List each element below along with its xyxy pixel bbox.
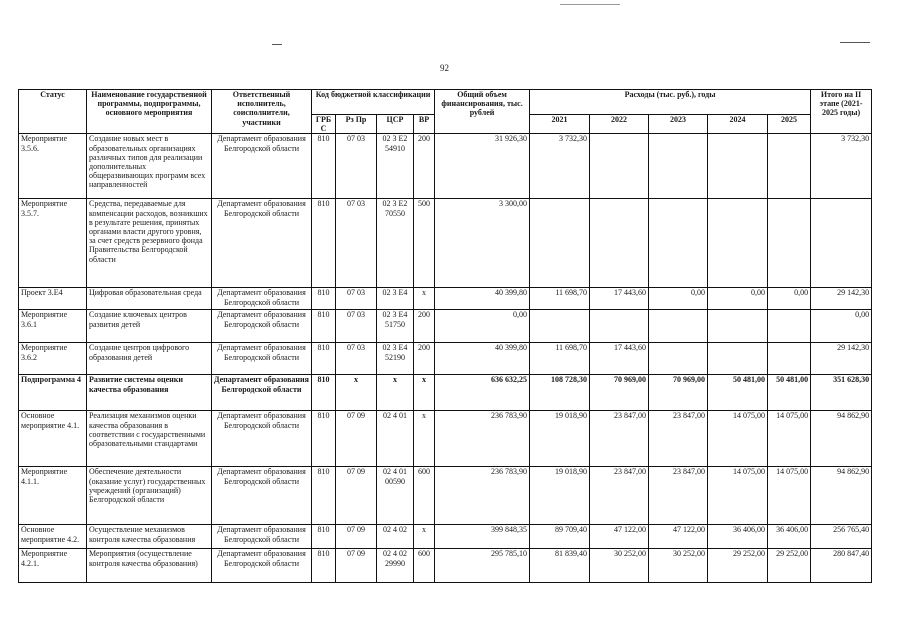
row-y2024: 36 406,00 (708, 525, 768, 549)
row-rz-pr: 07 09 (336, 467, 377, 525)
table-row (19, 134, 872, 199)
row-y2023: 0,00 (649, 288, 708, 310)
row-vr: х (414, 411, 435, 467)
row-y2023: 23 847,00 (649, 467, 708, 525)
row-grbs: 810 (312, 375, 336, 411)
row-y2021: 19 018,90 (530, 411, 590, 467)
row-executor: Департамент образования Белгородской области (212, 375, 312, 411)
table-row (19, 199, 872, 288)
row-total: 236 783,90 (435, 411, 530, 467)
row-rz-pr: 07 03 (336, 134, 377, 199)
row-csr: 02 3 E2 54910 (377, 134, 414, 199)
row-status: Основное мероприятие 4.1. (19, 411, 87, 467)
row-y2024: 0,00 (708, 288, 768, 310)
row-y2023: 30 252,00 (649, 549, 708, 583)
row-y2022: 17 443,60 (590, 343, 649, 375)
row-y2025: 36 406,00 (768, 525, 811, 549)
header-vr: ВР (414, 115, 435, 134)
row-y2024 (708, 134, 768, 199)
row-status: Основное мероприятие 4.2. (19, 525, 87, 549)
header-year: 2024 (708, 115, 768, 134)
row-vr: х (414, 288, 435, 310)
row-vr: х (414, 375, 435, 411)
row-y2022: 23 847,00 (590, 467, 649, 525)
header-rz-pr: Рз Пр (336, 115, 377, 134)
row-y2024: 14 075,00 (708, 467, 768, 525)
row-grbs: 810 (312, 411, 336, 467)
row-stage-total: 351 628,30 (811, 375, 872, 411)
row-name: Создание ключевых центров развития детей (87, 310, 212, 343)
row-y2021: 3 732,30 (530, 134, 590, 199)
header-expenses: Расходы (тыс. руб.), годы (530, 90, 811, 115)
row-name: Реализация механизмов оценки качества образования в соответствии с государственными образовательными стандартами (87, 411, 212, 467)
row-status: Мероприятие 3.6.1 (19, 310, 87, 343)
row-executor: Департамент образования Белгородской области (212, 343, 312, 375)
row-y2024: 29 252,00 (708, 549, 768, 583)
row-name: Обеспечение деятельности (оказание услуг) государственных учреждений (организаций) Белгородской области (87, 467, 212, 525)
row-status: Мероприятие 3.5.7. (19, 199, 87, 288)
row-stage-total (811, 199, 872, 288)
row-rz-pr: 07 09 (336, 525, 377, 549)
row-rz-pr: 07 09 (336, 411, 377, 467)
row-grbs: 810 (312, 310, 336, 343)
row-stage-total: 0,00 (811, 310, 872, 343)
row-y2023 (649, 343, 708, 375)
row-name: Осуществление механизмов контроля качества образования (87, 525, 212, 549)
row-csr: 02 3 E4 52190 (377, 343, 414, 375)
row-y2022 (590, 134, 649, 199)
table-row (19, 288, 872, 310)
scan-artifact-line (840, 42, 870, 43)
table-row (19, 525, 872, 549)
row-status: Мероприятие 3.6.2 (19, 343, 87, 375)
table-row (19, 411, 872, 467)
row-grbs: 810 (312, 199, 336, 288)
row-stage-total: 3 732,30 (811, 134, 872, 199)
row-y2024 (708, 343, 768, 375)
row-y2023 (649, 199, 708, 288)
row-stage-total: 280 847,40 (811, 549, 872, 583)
row-rz-pr: 07 03 (336, 310, 377, 343)
row-y2023 (649, 310, 708, 343)
row-y2024: 14 075,00 (708, 411, 768, 467)
row-y2025: 0,00 (768, 288, 811, 310)
row-rz-pr: 07 03 (336, 288, 377, 310)
row-rz-pr: 07 09 (336, 549, 377, 583)
row-y2021: 81 839,40 (530, 549, 590, 583)
row-name: Мероприятия (осуществление контроля качества образования) (87, 549, 212, 583)
row-vr: х (414, 525, 435, 549)
header-stage-total: Итого на II этапе (2021-2025 годы) (811, 90, 872, 134)
row-total: 0,00 (435, 310, 530, 343)
row-stage-total: 94 862,90 (811, 467, 872, 525)
row-executor: Департамент образования Белгородской области (212, 549, 312, 583)
row-executor: Департамент образования Белгородской области (212, 310, 312, 343)
row-total: 3 300,00 (435, 199, 530, 288)
scan-artifact-line (560, 4, 620, 5)
table-row (19, 375, 872, 411)
row-y2025: 50 481,00 (768, 375, 811, 411)
row-y2025: 14 075,00 (768, 411, 811, 467)
row-y2022: 17 443,60 (590, 288, 649, 310)
row-vr: 500 (414, 199, 435, 288)
row-csr: х (377, 375, 414, 411)
row-grbs: 810 (312, 343, 336, 375)
header-grbs: ГРБС (312, 115, 336, 134)
table-row (19, 467, 872, 525)
row-executor: Департамент образования Белгородской области (212, 199, 312, 288)
row-y2022: 23 847,00 (590, 411, 649, 467)
row-vr: 600 (414, 549, 435, 583)
row-stage-total: 256 765,40 (811, 525, 872, 549)
header-total-funding: Общий объем финансирования, тыс. рублей (435, 90, 530, 134)
row-rz-pr: х (336, 375, 377, 411)
row-vr: 200 (414, 343, 435, 375)
table-body (19, 134, 872, 583)
row-csr: 02 4 01 (377, 411, 414, 467)
row-vr: 200 (414, 134, 435, 199)
row-csr: 02 4 02 29990 (377, 549, 414, 583)
row-stage-total: 29 142,30 (811, 288, 872, 310)
row-y2022: 70 969,00 (590, 375, 649, 411)
row-name: Создание центров цифрового образования детей (87, 343, 212, 375)
row-csr: 02 3 E4 (377, 288, 414, 310)
row-y2022: 30 252,00 (590, 549, 649, 583)
row-total: 40 399,80 (435, 343, 530, 375)
row-y2025 (768, 343, 811, 375)
row-csr: 02 3 E2 70550 (377, 199, 414, 288)
header-status: Статус (19, 90, 87, 134)
row-total: 31 926,30 (435, 134, 530, 199)
row-csr: 02 4 01 00590 (377, 467, 414, 525)
row-executor: Департамент образования Белгородской области (212, 525, 312, 549)
row-total: 399 848,35 (435, 525, 530, 549)
row-y2021: 89 709,40 (530, 525, 590, 549)
row-y2023: 70 969,00 (649, 375, 708, 411)
row-rz-pr: 07 03 (336, 343, 377, 375)
row-vr: 600 (414, 467, 435, 525)
row-y2021 (530, 310, 590, 343)
row-grbs: 810 (312, 549, 336, 583)
row-status: Мероприятие 3.5.6. (19, 134, 87, 199)
row-y2025: 29 252,00 (768, 549, 811, 583)
header-year: 2025 (768, 115, 811, 134)
row-csr: 02 4 02 (377, 525, 414, 549)
header-year: 2022 (590, 115, 649, 134)
row-y2023: 47 122,00 (649, 525, 708, 549)
row-y2022: 47 122,00 (590, 525, 649, 549)
row-executor: Департамент образования Белгородской области (212, 467, 312, 525)
row-y2022 (590, 310, 649, 343)
row-y2023 (649, 134, 708, 199)
row-status: Мероприятие 4.1.1. (19, 467, 87, 525)
row-name: Создание новых мест в образовательных организациях различных типов для реализации дополнительных общеразвивающих программ всех направленностей (87, 134, 212, 199)
row-csr: 02 3 E4 51750 (377, 310, 414, 343)
header-year: 2021 (530, 115, 590, 134)
row-y2021: 11 698,70 (530, 288, 590, 310)
row-y2021 (530, 199, 590, 288)
row-name: Средства, передаваемые для компенсации расходов, возникших в результате решения, принятых органами власти другого уровня, за счет средств резервного фонда Правительства Белгородской области (87, 199, 212, 288)
scan-artifact-line (272, 44, 282, 45)
row-total: 295 785,10 (435, 549, 530, 583)
row-y2024 (708, 199, 768, 288)
row-y2025 (768, 134, 811, 199)
row-vr: 200 (414, 310, 435, 343)
row-status: Подпрограмма 4 (19, 375, 87, 411)
header-year: 2023 (649, 115, 708, 134)
row-total: 40 399,80 (435, 288, 530, 310)
header-executor: Ответственный исполнитель, соисполнители, участники (212, 90, 312, 134)
header-budget-code: Код бюджетной классификации (312, 90, 435, 115)
row-grbs: 810 (312, 134, 336, 199)
row-y2022 (590, 199, 649, 288)
row-executor: Департамент образования Белгородской области (212, 134, 312, 199)
row-y2023: 23 847,00 (649, 411, 708, 467)
table-row (19, 549, 872, 583)
row-y2024 (708, 310, 768, 343)
row-y2021: 11 698,70 (530, 343, 590, 375)
row-executor: Департамент образования Белгородской области (212, 411, 312, 467)
row-stage-total: 94 862,90 (811, 411, 872, 467)
row-rz-pr: 07 03 (336, 199, 377, 288)
row-name: Развитие системы оценки качества образования (87, 375, 212, 411)
budget-table (18, 89, 872, 583)
row-status: Проект 3.E4 (19, 288, 87, 310)
row-y2025 (768, 199, 811, 288)
row-y2025 (768, 310, 811, 343)
table-row (19, 310, 872, 343)
row-y2025: 14 075,00 (768, 467, 811, 525)
row-total: 636 632,25 (435, 375, 530, 411)
row-y2024: 50 481,00 (708, 375, 768, 411)
row-name: Цифровая образовательная среда (87, 288, 212, 310)
header-csr: ЦСР (377, 115, 414, 134)
row-grbs: 810 (312, 525, 336, 549)
row-stage-total: 29 142,30 (811, 343, 872, 375)
table-row (19, 343, 872, 375)
row-grbs: 810 (312, 288, 336, 310)
row-executor: Департамент образования Белгородской области (212, 288, 312, 310)
page-number: 92 (440, 63, 449, 73)
row-status: Мероприятие 4.2.1. (19, 549, 87, 583)
header-name: Наименование государственной программы, подпрограммы, основного мероприятия (87, 90, 212, 134)
row-total: 236 783,90 (435, 467, 530, 525)
row-y2021: 108 728,30 (530, 375, 590, 411)
row-y2021: 19 018,90 (530, 467, 590, 525)
row-grbs: 810 (312, 467, 336, 525)
